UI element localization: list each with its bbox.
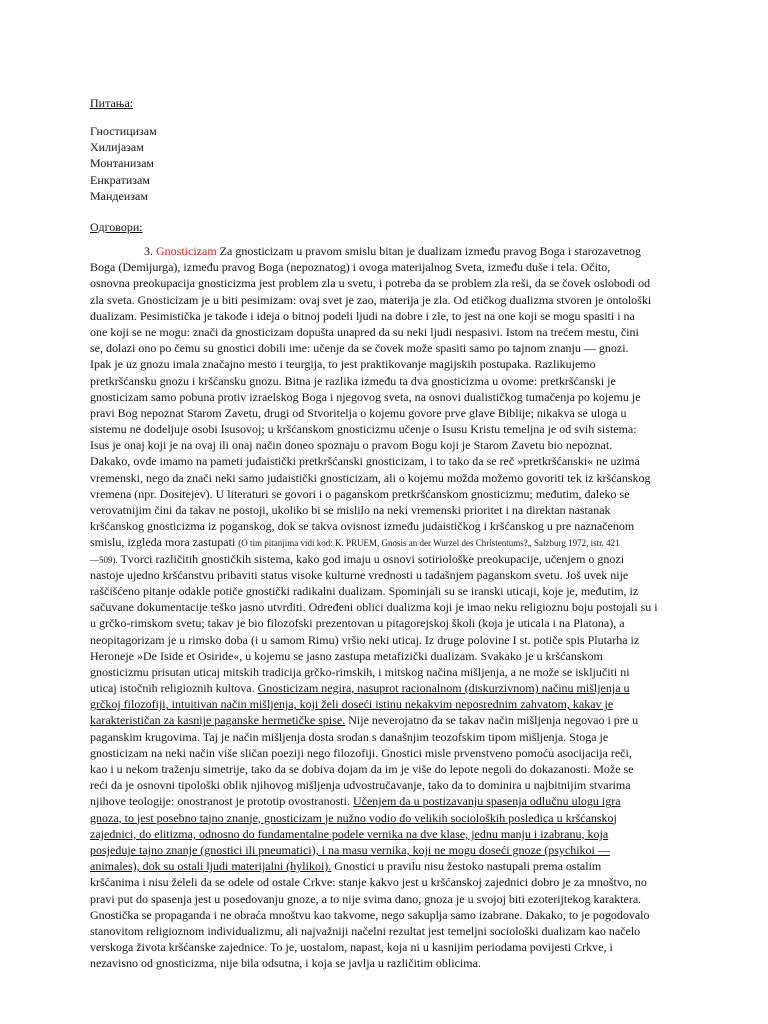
text-segment: vremena (npr. Dositejev). U literaturi se govori i o paganskom pretkršćanskom gnosticizmu; međutim, daleko se xyxy=(90,486,630,501)
text-line xyxy=(90,907,683,923)
text-segment: stanovitom religioznom individualizmu, ali najvažniji načelni rezultat jest temeljni sociološki dualizam kao načelo xyxy=(90,923,641,938)
text-line xyxy=(90,745,683,761)
text-line xyxy=(90,567,683,583)
text-line xyxy=(90,453,683,469)
text-line xyxy=(90,696,683,712)
text-line xyxy=(90,324,683,340)
text-line xyxy=(90,421,683,437)
text-line xyxy=(90,486,683,502)
text-segment: one koji se ne mogu: znači da gnosticizam dopušta unapred da su neki ljudi nespasivi. Istom na trećem mestu, čini xyxy=(90,324,639,339)
text-line xyxy=(90,664,683,680)
text-line xyxy=(90,955,683,971)
text-line xyxy=(90,599,683,615)
text-segment: karakterističan za kasnije paganske hermetičke spise. xyxy=(90,713,346,728)
text-segment: nezavisno od gnosticizma, nije bila odsutna, i koja se javlja u različitim oblicima. xyxy=(90,956,481,971)
text-segment: Učenjem da u postizavanju spasenja odlučnu ulogu igra xyxy=(352,794,621,809)
text-line xyxy=(90,761,683,777)
text-line xyxy=(90,502,683,518)
text-segment: Gnosticizam negira, nasuprot racionalnom (diskurzivnom) načinu mišljenja u xyxy=(257,681,630,696)
text-segment: gnosticizmu prisutan uticaj mitskih tradicija grčko-rimskih, i mitskog načina mišljenja, a ne može se isključiti ni xyxy=(90,664,630,679)
text-segment: Nije neverojatno da se takav način mišljenja negovao i pre u xyxy=(345,713,639,728)
text-line xyxy=(90,308,683,324)
text-segment: Dakako, ovde imamo na pameti judaistički pretkršćanski gnosticizam, i to tako da se reč »pretkršćanski« ne uzima xyxy=(90,454,640,469)
text-line xyxy=(90,356,683,372)
text-segment: gnoza, to jest posebno tajno znanje, gnosticizam je nužno vodio do velikih socioloških posledica u kršćanskoj xyxy=(90,810,617,825)
text-line xyxy=(90,518,683,534)
text-segment: sačuvane dokumentacije teško jasno utvrditi. Određeni oblici dualizma koji je imao neku religioznu boju postojali su i xyxy=(90,600,658,615)
text-segment: osnovna preokupacija gnosticizma jest problem zla u svetu, i potreba da se problem zla reši, da se čovek oslobodi od xyxy=(90,276,651,291)
text-segment: Ipak je uz gnozu imala značajno mesto i teurgija, to jest praktikovanje magijskih postupaka. Razlikujemo xyxy=(90,357,596,372)
term-item: Енкратизам xyxy=(90,172,150,187)
text-line xyxy=(90,729,683,745)
text-segment: Za gnosticizam u pravom smislu bitan je dualizam između pravog Boga i starozavetnog xyxy=(216,244,641,258)
text-segment: kao i u nekom traženju simetrije, tako da se dobiva dojam da im je više do lepote negoli do dokazanosti. Može se xyxy=(90,762,634,776)
text-segment: Heroneje »De Iside et Osiride«, u kojemu se jasno zastupa metafizički dualizam. Svakako je u kršćanskom xyxy=(90,648,603,663)
text-line xyxy=(90,583,683,599)
text-segment: Gnostička se propaganda i ne obraća mnoštvu kao takvome, nego sakuplja samo izabrane. Dakako, to je pogodovalo xyxy=(90,907,650,922)
answers-heading: Одговори: xyxy=(90,220,143,234)
text-line xyxy=(90,615,683,631)
text-line xyxy=(90,275,683,291)
text-segment: njihove teologije: onostranost je prototip ovostranosti. xyxy=(90,794,353,809)
text-line xyxy=(90,842,683,858)
text-line xyxy=(90,858,683,874)
text-segment: posjeduje tajno znanje (gnostici ili pneumatici), i na masu vernika, koji ne mogu doseći gnoze (psychikoi — xyxy=(90,842,610,857)
text-segment: animales), dok su ostali ljudi materijalni (hylikoi). xyxy=(90,859,332,874)
text-line xyxy=(90,874,683,890)
text-segment: gnosticizam samo pobuna protiv izraelskog Boga i njegovog sveta, na osnovi dualističkog tumačenja po kojemu je xyxy=(90,389,641,404)
text-line xyxy=(90,340,683,356)
text-segment: Isus je onaj koji je na ovaj ili onaj način doneo spoznaju o pravom Bogu koji je Starom Zavetu bio nepoznat. xyxy=(90,438,613,453)
text-line xyxy=(90,389,683,405)
text-line xyxy=(90,470,683,486)
text-line xyxy=(90,243,683,259)
text-segment: nastoje ujedno kršćanstvu pribaviti status visoke kulturne vrednosti u tadašnjem paganskom svetu. Još uvek nije xyxy=(90,567,629,582)
text-segment: uticaj istočnih religioznih kultova. xyxy=(90,681,258,696)
text-line xyxy=(90,923,683,939)
text-segment: zajednici, do elitizma, odnosno do fundamentalne podele vernika na dve klase, jednu manju i izabranu, koja xyxy=(90,826,609,841)
text-segment: Boga (Demijurga), između pravog Boga (nepoznatog) i ovoga materijalnog Sveta, između duše i tela. Očito, xyxy=(90,260,611,275)
text-segment: vremenski, nego da znači neki samo judaistički gnosticizam, ali o kojemu možda možemo govoriti tek iz kršćanskog xyxy=(90,470,651,485)
text-segment: dualizam. Pesimistička je takođe i ideja o bitnoj podeli ljudi na dobre i zle, to jest na one koji se mogu spasiti i na xyxy=(90,308,635,323)
text-segment: kršćanima i nisu želeli da se odele od ostale Crkve: stanje kakvo jest u kršćanskoj zajednici dobro je za mnoštvo, no xyxy=(90,875,647,890)
text-segment: smislu, izgleda mora zastupati xyxy=(90,535,239,550)
text-segment: pravi put do spasenja jest u posedovanju gnoze, a to nije svima dano, gnoza je u svojoj biti ezoterijtekog karaktera. xyxy=(90,891,642,906)
text-line xyxy=(90,405,683,421)
text-segment: pretkršćansku gnozu i kršćansku gnozu. Bitna je razlika između ta dva gnosticizma u ovome: pretkršćanski je xyxy=(90,373,616,388)
term-item: Хилијазам xyxy=(90,140,144,155)
text-segment: verovatnijim čini da takav ne postoji, ukoliko bi se mislilo na neki vremenski prioritet i na direktan nastanak xyxy=(90,503,611,517)
text-segment: raščišćeno pitanje odakle potiče gnostički radikalni dualizam. Spominjali su se iranski uticaji, koje je, međutim, iz xyxy=(90,583,639,598)
text-line xyxy=(90,680,683,696)
reference-note: —509). xyxy=(90,554,118,565)
text-line xyxy=(90,891,683,907)
reference-note: (O tim pitanjima vidi kod: K. PRUEM, Gnosis an der Wurzel des Christentums?„ Salzburg 1972, istr. 421 xyxy=(238,538,620,549)
text-segment: grčkoj filozofiji, intuitivan način mišljenja, koji želi doseći istinu nekakvim neposrednim zahvatom, kakav je xyxy=(90,697,614,712)
text-segment: neopitagorizam je u rimsko doba (i u samom Rimu) vršio neki uticaj. Iz druge polovine I st. potiče spis Plutarha iz xyxy=(90,632,640,647)
text-line xyxy=(90,437,683,453)
highlighted-term: Gnosticizam xyxy=(156,244,217,258)
text-segment: zla sveta. Gnosticizam je u biti pesimizam: ovaj svet je zao, materija je zla. Od etičkog dualizma stvoren je ontološki xyxy=(90,292,652,307)
text-segment: verskoga života kršćanske zajednice. To je, uostalom, napast, koja ni u kasnijim periodama povijesti Crkve, i xyxy=(90,940,613,955)
text-segment: paganskim krugovima. Taj je način mišljenja dosta srodan s današnjim teozofskim tipom mišljenja. Stoga je xyxy=(90,729,609,744)
text-line xyxy=(90,826,683,842)
text-line xyxy=(90,777,683,793)
text-segment: reći da je osnovni tipološki oblik njihovog mišljenja udvostručavanje, tako da to dominira u najbitnijim stvarima xyxy=(90,778,631,793)
text-line xyxy=(90,373,683,389)
text-line xyxy=(90,534,683,550)
text-segment: u grčko-rimskom svetu; takav je bio filozofski prezentovan u pitagorejskoj školi (koja je uticala i na Platona), a xyxy=(90,616,625,631)
text-line xyxy=(90,712,683,728)
text-segment: sistemu ne dodeljuje osobi Isusovoj; u kršćanskom gnosticizmu učenje o Isusu Kristu temeljna je od svih sistema: xyxy=(90,422,637,437)
text-line xyxy=(90,551,683,567)
term-item: Мандеизам xyxy=(90,188,148,203)
answer-body xyxy=(90,243,683,971)
text-segment: 3. xyxy=(144,244,156,258)
term-item: Монтанизам xyxy=(90,156,155,171)
text-segment: se, dolazi ono po čemu su gnostici dobili ime: učenje da se čovek može spasiti samo po tajnom znanju — gnozi. xyxy=(90,341,629,356)
text-line xyxy=(90,292,683,308)
text-line xyxy=(90,632,683,648)
text-line xyxy=(90,810,683,826)
text-segment: gnosticizam na neki način više sličan poeziji nego filozofiji. Gnostici misle prvenstveno pomoću asocijacija reči, xyxy=(90,745,632,760)
text-segment: kršćanskog gnosticizma iz poganskog, dok se takva ovisnost između judaističkog i kršćanskog u pre naznačenom xyxy=(90,519,635,534)
text-segment: pravi Bog nepoznat Starom Zavetu, drugi od Stvoritelja o kojemu govore prve glave Biblije; nikakva se uloga u xyxy=(90,405,627,420)
text-segment: Tvorci različitih gnostičkih sistema, kako god imaju u osnovi sotiriološke preokupacije, učenjem o gnozi xyxy=(117,551,625,566)
term-item: Гностицизам xyxy=(90,124,157,138)
questions-heading: Питања: xyxy=(90,96,134,110)
text-line xyxy=(90,939,683,955)
text-line xyxy=(90,793,683,809)
text-line xyxy=(90,259,683,275)
text-line xyxy=(90,648,683,664)
text-segment: Gnostici u pravilu nisu žestoko nastupali prema ostalim xyxy=(331,859,602,874)
terms-list xyxy=(90,123,157,204)
